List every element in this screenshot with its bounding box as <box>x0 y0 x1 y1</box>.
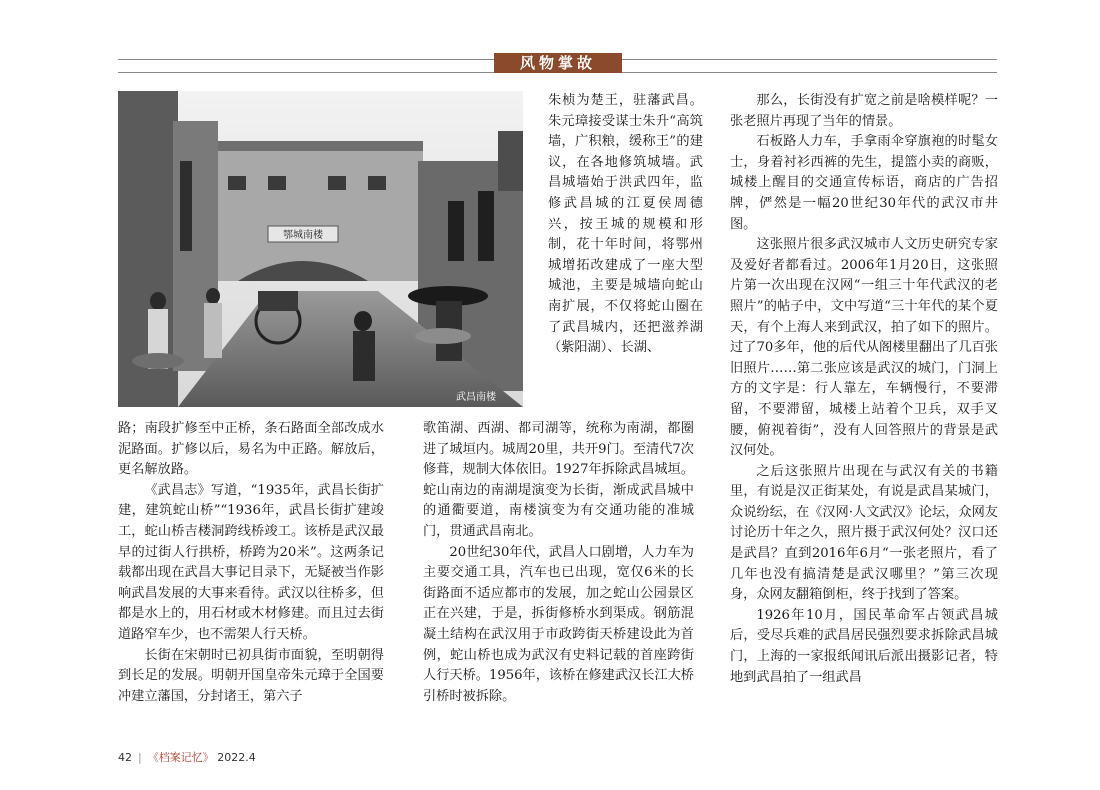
paragraph: 之后这张照片出现在与武汉有关的书籍里，有说是汉正街某处，有说是武昌某城门，众说纷纭，在《汉网·人文武汉》论坛，众网友讨论历十年之久，照片摄于武汉何处？汉口还是武昌？直到2016年6月“一张老照片，看了几年也没有搞清楚是武汉哪里？”第三次现身，众网友翻箱倒柜，终于找到了答案。 <box>730 463 998 603</box>
page-footer: 42 | 《档案记忆》 2022.4 <box>118 751 256 764</box>
paragraph: 歌笛湖、西湖、都司湖等，统称为南湖，都圈进了城垣内。城周20里，共开9门。至清代7次修葺，规制大体依旧。1927年拆除武昌城垣。蛇山南边的南湖堤演变为长街，渐成武昌城中的通衢要道，南楼演变为有交通功能的准城门，贯通武昌南北。 <box>423 421 694 539</box>
street-scene-illustration <box>118 91 523 407</box>
paragraph: 那么，长街没有扩宽之前是啥模样呢？一张老照片再现了当年的情景。 <box>730 93 998 129</box>
article-column-1 <box>118 419 384 707</box>
article-column-4 <box>730 91 998 688</box>
paragraph: 这张照片很多武汉城市人文历史研究专家及爱好者都看过。2006年1月20日，这张照片第一次出现在汉网“一组三十年代武汉的老照片”的帖子中，文中写道“三十年代的某个夏天，有个上海人来到武汉，拍了如下的照片。过了70多年，他的后代从阁楼里翻出了几百张旧照片……第二张应该是武汉的城门，门洞上方的文字是：行人靠左，车辆慢行，不要滞留，不要滞留，城楼上站着个卫兵，双手叉腰，俯视着街”，没有人回答照片的背景是武汉何处。 <box>730 237 998 459</box>
paragraph: 20世纪30年代，武昌人口剧增，人力车为主要交通工具，汽车也已出现，宽仅6米的长街路面不适应都市的发展，加之蛇山公园景区正在兴建，于是，拆街修桥水到渠成。钢筋混凝土结构在武汉用于市政跨街天桥建设此为首例，蛇山桥也成为武汉有史料记载的首座跨街人行天桥。1956年，该桥在修建武汉长江大桥引桥时被拆除。 <box>423 544 694 704</box>
paragraph: 石板路人力车，手拿雨伞穿旗袍的时髦女士，身着衬衫西裤的先生，提篮小卖的商贩，城楼上醒目的交通宣传标语，商店的广告招牌，俨然是一幅20世纪30年代的武汉市井图。 <box>730 134 998 232</box>
gate-sign-text: 鄂城南楼 <box>283 230 323 241</box>
paragraph: 朱桢为楚王，驻藩武昌。朱元璋接受谋士朱升“高筑墙，广积粮，缓称王”的建议，在各地修筑城墙。武昌城墙始于洪武四年，监修武昌城的江夏侯周德兴，按王城的规模和形制，花十年时间，将鄂州城增拓改建成了一座大型城池，主要是城墙向蛇山南扩展，不仅将蛇山圈在了武昌城内，还把滋养湖（紫阳湖）、长湖、 <box>548 93 703 356</box>
paragraph: 《武昌志》写道，“1935年，武昌长街扩建，建筑蛇山桥”“1936年，武昌长街扩建竣工，蛇山桥吉楼洞跨线桥竣工。该桥是武汉最早的过街人行拱桥，桥跨为20米”。这两条记载都出现在武昌大事记目录下，无疑被当作影响武昌发展的大事来看待。武汉以往桥多，但都是水上的，用石材或木材修建。而且过去街道路窄车少，也不需架人行天桥。 <box>118 482 384 642</box>
paragraph: 长街在宋朝时已初具街市面貌，至明朝得到长足的发展。明朝开国皇帝朱元璋于全国要冲建立藩国，分封诸王，第六子 <box>118 647 384 704</box>
magazine-name: 《档案记忆》 <box>147 751 214 764</box>
paragraph: 路；南段扩修至中正桥，条石路面全部改成水泥路面。扩修以后，易名为中正路。解放后，更名解放路。 <box>118 421 384 478</box>
article-column-2 <box>548 91 703 359</box>
section-title: 风物掌故 <box>494 53 622 73</box>
issue-number: 2022.4 <box>217 751 256 764</box>
historic-photo <box>118 91 523 407</box>
article-column-3 <box>423 419 694 707</box>
page-number: 42 <box>118 751 132 764</box>
photo-caption: 武昌南楼 <box>456 392 496 403</box>
paragraph: 1926年10月，国民革命军占领武昌城后，受尽兵难的武昌居民强烈要求拆除武昌城门，上海的一家报纸闻讯后派出摄影记者，特地到武昌拍了一组武昌 <box>730 607 998 685</box>
